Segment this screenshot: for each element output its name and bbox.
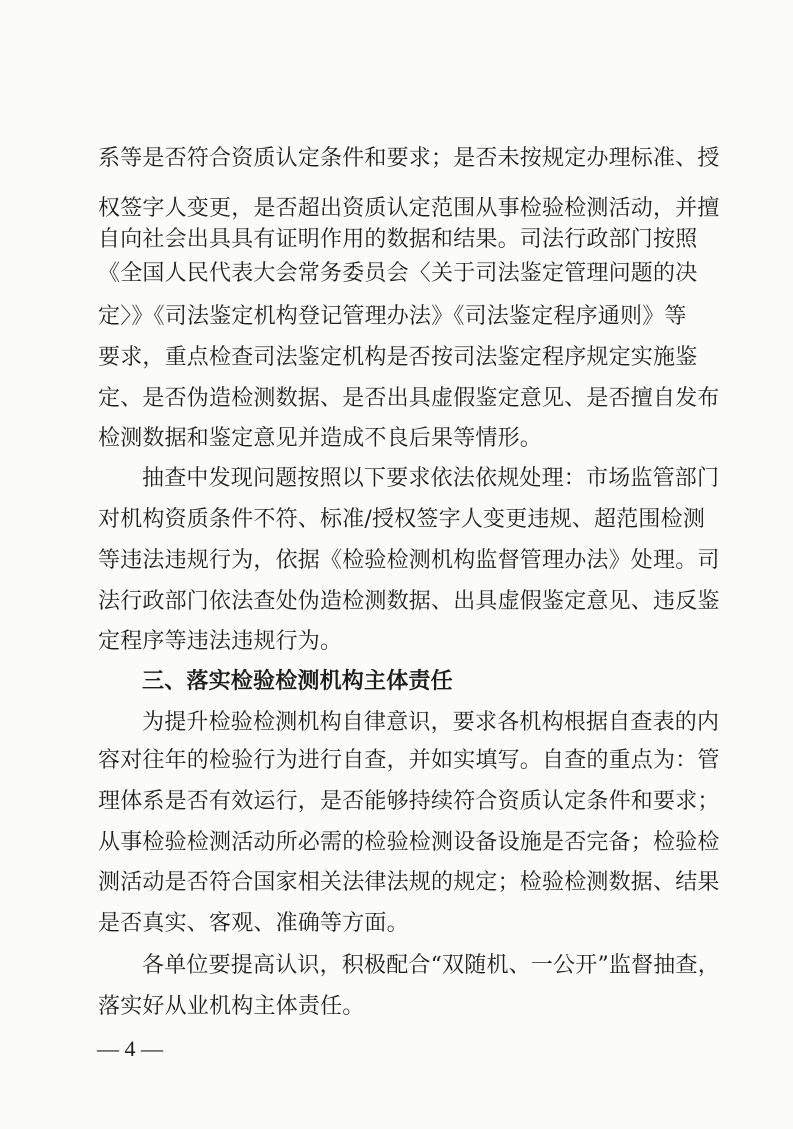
- text-line-13: 定程序等违法违规行为。: [98, 629, 343, 654]
- text-line-17: 理体系是否有效运行，是否能够持续符合资质认定条件和要求；: [98, 789, 720, 814]
- text-line-1: 系等是否符合资质认定条件和要求；是否未按规定办理标准、授: [98, 146, 720, 171]
- text-line-2: 权签字人变更，是否超出资质认定范围从事检验检测活动，并擅: [98, 196, 720, 221]
- text-line-22: 落实好从业机构主体责任。: [98, 994, 365, 1019]
- text-line-11: 等违法违规行为，依据《检验检测机构监督管理办法》处理。司: [98, 548, 720, 573]
- text-line-20: 是否真实、客观、准确等方面。: [98, 911, 409, 936]
- text-line-6: 要求，重点检查司法鉴定机构是否按司法鉴定程序规定实施鉴: [98, 345, 698, 370]
- text-line-7: 定、是否伪造检测数据、是否出具虚假鉴定意见、是否擅自发布: [98, 386, 720, 411]
- text-line-4: 《全国人民代表大会常务委员会〈关于司法鉴定管理问题的决: [98, 261, 698, 286]
- text-line-10: 对机构资质条件不符、标准/授权签字人变更违规、超范围检测: [98, 507, 706, 532]
- text-line-12: 法行政部门依法查处伪造检测数据、出具虚假鉴定意见、违反鉴: [98, 589, 720, 614]
- text-line-15: 为提升检验检测机构自律意识，要求各机构根据自查表的内: [142, 710, 720, 735]
- text-line-21: 各单位要提高认识，积极配合“双随机、一公开”监督抽查，: [142, 953, 720, 978]
- text-line-9: 抽查中发现问题按照以下要求依法依规处理：市场监管部门: [142, 466, 720, 491]
- text-line-8: 检测数据和鉴定意见并造成不良后果等情形。: [98, 426, 543, 451]
- text-line-19: 测活动是否符合国家相关法律法规的规定；检验检测数据、结果: [98, 870, 720, 895]
- text-line-18: 从事检验检测活动所必需的检验检测设备设施是否完备；检验检: [98, 830, 720, 855]
- text-line-5: 定〉》《司法鉴定机构登记管理办法》《司法鉴定程序通则》等: [98, 304, 687, 329]
- section-heading: 三、落实检验检测机构主体责任: [142, 669, 453, 694]
- page-number: — 4 —: [97, 1036, 163, 1061]
- text-line-16: 容对往年的检验行为进行自查，并如实填写。自查的重点为：管: [98, 748, 720, 773]
- text-line-3: 自向社会出具具有证明作用的数据和结果。司法行政部门按照: [98, 227, 698, 252]
